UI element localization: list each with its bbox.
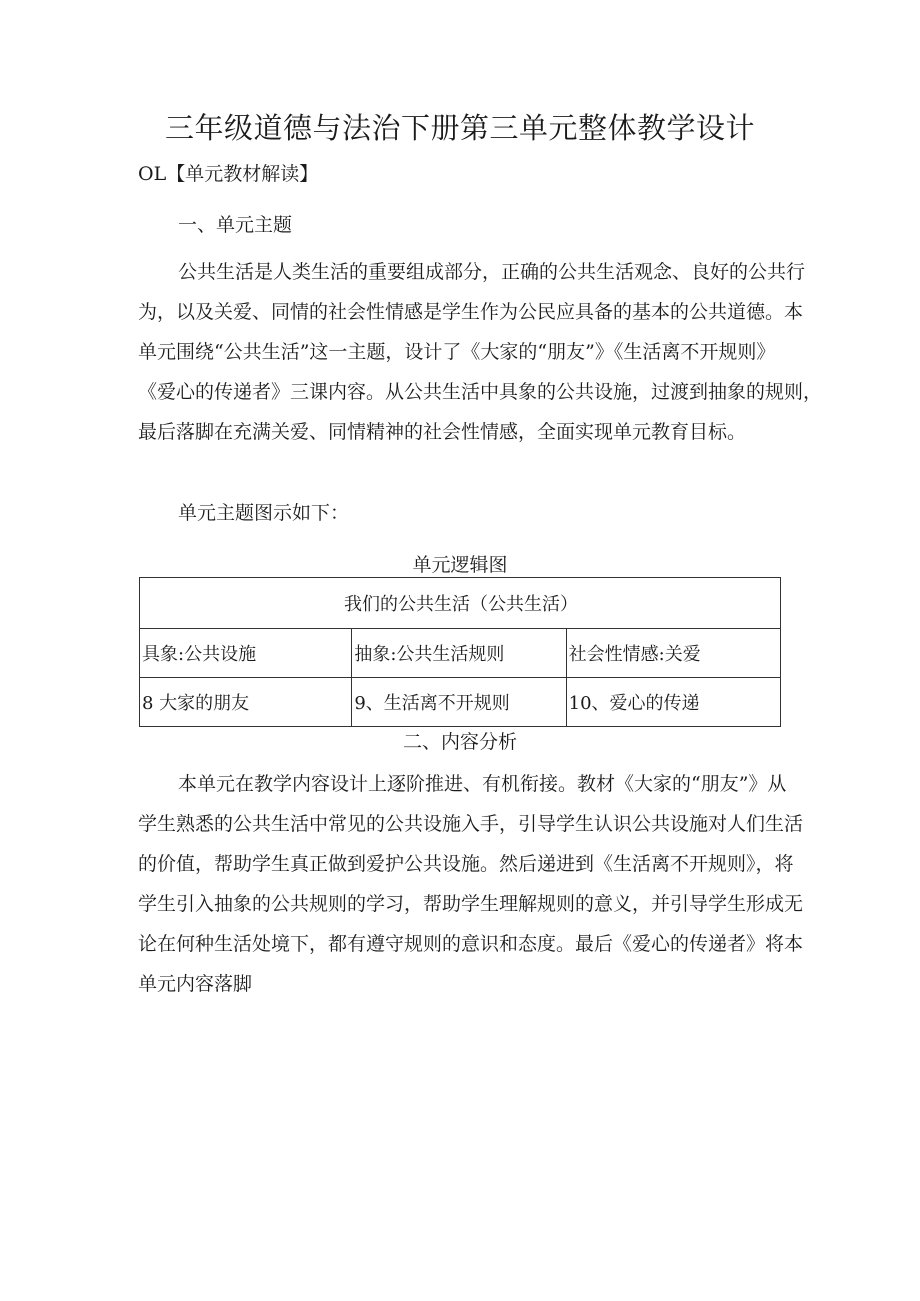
paragraph-line: 公共生活是人类生活的重要组成部分，正确的公共生活观念、良好的公共行 (178, 261, 806, 283)
unit-logic-table (139, 577, 781, 727)
document-title: 三年级道德与法治下册第三单元整体教学设计 (164, 111, 755, 145)
table-cell: 具象:公共设施 (140, 629, 352, 678)
paragraph-line: 单元内容落脚 (138, 973, 253, 995)
paragraph-line: 单元围绕“公共生活”这一主题，设计了《大家的“朋友”》《生活离不开规则》 (138, 341, 776, 363)
heading-unit-theme: 一、单元主题 (178, 214, 293, 236)
paragraph-line: 为，以及关爱、同情的社会性情感是学生作为公民应具备的基本的公共道德。本 (138, 301, 804, 323)
table-row (140, 678, 781, 727)
paragraph-line: 论在何种生活处境下，都有遵守规则的意识和态度。最后《爱心的传递者》将本 (138, 933, 804, 955)
table-row (140, 629, 781, 678)
section-label: OL【单元教材解读】 (138, 163, 319, 185)
paragraph-line: 学生引入抽象的公共规则的学习，帮助学生理解规则的意义，并引导学生形成无 (138, 893, 804, 915)
table-cell: 8 大家的朋友 (140, 678, 352, 727)
table-cell: 抽象:公共生活规则 (352, 629, 566, 678)
paragraph-line: 的价值，帮助学生真正做到爱护公共设施。然后递进到《生活离不开规则》，将 (138, 853, 794, 875)
table-caption: 单元逻辑图 (412, 554, 508, 576)
diagram-intro: 单元主题图示如下： (178, 502, 350, 524)
paragraph-unit-theme (138, 252, 823, 452)
table-cell: 社会性情感:关爱 (566, 629, 780, 678)
table-cell: 9、生活离不开规则 (352, 678, 566, 727)
table-cell: 10、爱心的传递 (566, 678, 780, 727)
heading-content-analysis: 二、内容分析 (402, 731, 517, 753)
paragraph-line: 《爱心的传递者》三课内容。从公共生活中具象的公共设施，过渡到抽象的规则， (138, 381, 823, 403)
table-header-row (140, 578, 781, 629)
paragraph-content-analysis (138, 764, 810, 1004)
table-header-cell: 我们的公共生活（公共生活） (140, 578, 781, 629)
paragraph-line: 学生熟悉的公共生活中常见的公共设施入手，引导学生认识公共设施对人们生活 (138, 813, 804, 835)
paragraph-line: 本单元在教学内容设计上逐阶推进、有机衔接。教材《大家的“朋友”》从 (178, 773, 787, 795)
paragraph-line: 最后落脚在充满关爱、同情精神的社会性情感，全面实现单元教育目标。 (138, 421, 747, 443)
